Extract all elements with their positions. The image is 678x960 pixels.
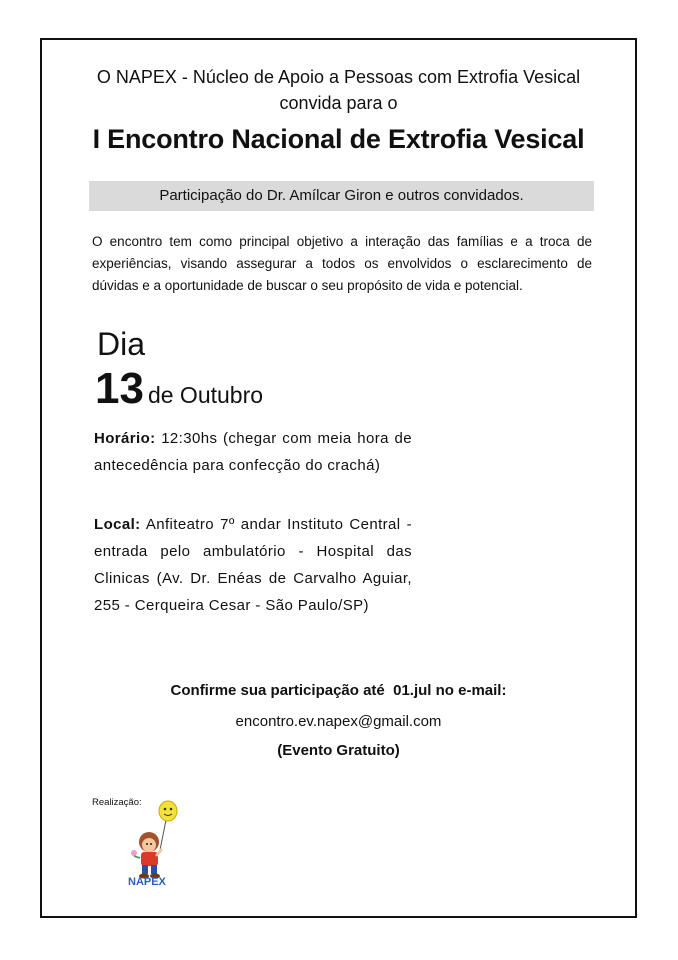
- location-label: Local:: [94, 516, 141, 533]
- napex-logo-text: NAPEX: [128, 876, 166, 888]
- schedule-info: [94, 425, 412, 479]
- intro-text: [42, 64, 635, 116]
- event-date: [95, 364, 263, 414]
- organizer-label: Realização:: [92, 797, 142, 808]
- rsvp-text: Confirme sua participação até 01.jul no e-mail:: [170, 682, 507, 699]
- location-text: Anfiteatro 7º andar Instituto Central - entrada pelo ambulatório - Hospital das Clinicas (Av. Dr. Enéas de Carvalho Aguiar, 255 - Cerqueira Cesar - São Paulo/SP): [94, 516, 412, 614]
- event-day: 13: [95, 364, 144, 413]
- flyer-frame: [40, 38, 637, 918]
- location-info: [94, 511, 412, 619]
- event-month: de Outubro: [147, 382, 264, 408]
- intro-line-1: O NAPEX - Núcleo de Apoio a Pessoas com Extrofia Vesical: [96, 67, 581, 87]
- schedule-text: 12:30hs (chegar com meia hora de antecedência para confecção do crachá): [94, 430, 412, 474]
- event-title: I Encontro Nacional de Extrofia Vesical: [92, 124, 585, 154]
- dia-label: Dia: [97, 326, 146, 362]
- participation-banner: Participação do Dr. Amílcar Giron e outros convidados.: [89, 181, 594, 211]
- schedule-label: Horário:: [94, 430, 156, 447]
- free-event-note: (Evento Gratuito): [277, 742, 400, 759]
- event-description: O encontro tem como principal objetivo a interação das famílias e a troca de experiências, visando assegurar a todos os envolvidos o esclarecimento de dúvidas e a oportunidade de buscar o seu propósito de vida e potencial.: [92, 234, 592, 293]
- contact-email[interactable]: encontro.ev.napex@gmail.com: [235, 713, 442, 730]
- intro-line-2: convida para o: [279, 93, 398, 113]
